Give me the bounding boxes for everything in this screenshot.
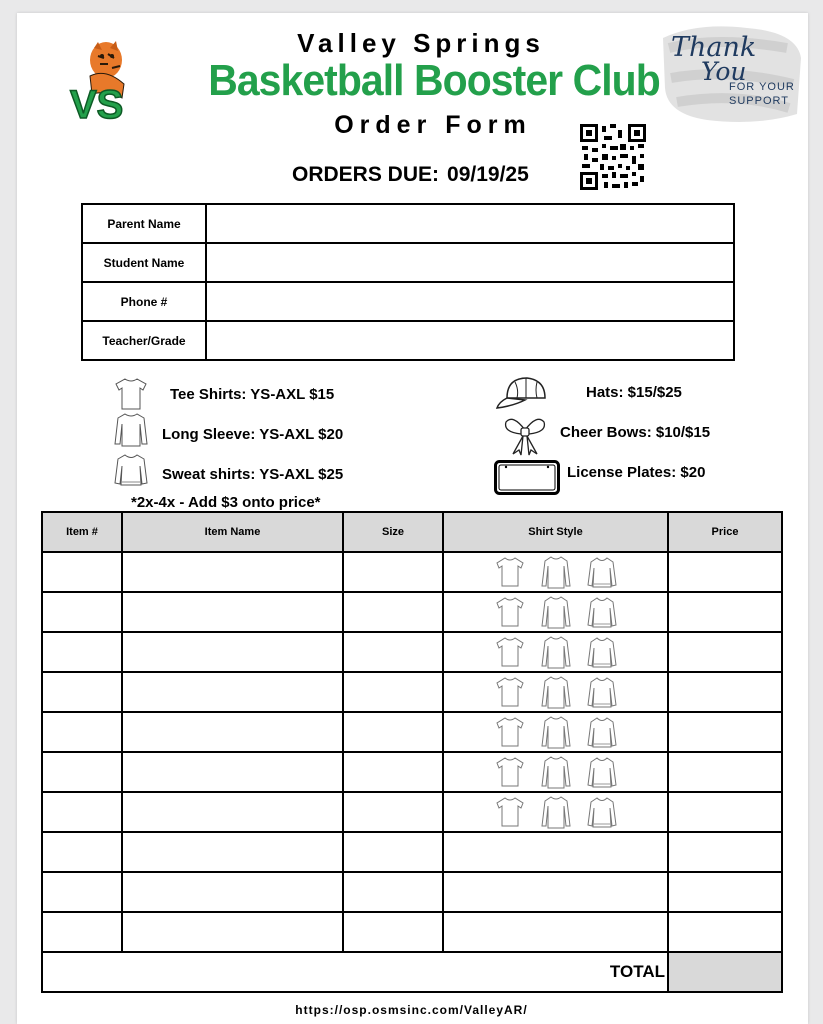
- hats-label: Hats: $15/$25: [586, 384, 682, 401]
- price-cell[interactable]: [668, 792, 782, 832]
- item-number-cell[interactable]: [42, 592, 122, 632]
- order-row: [42, 672, 782, 712]
- order-header-row: [42, 512, 782, 552]
- price-cell[interactable]: [668, 672, 782, 712]
- shirt-style-cell[interactable]: [443, 752, 668, 792]
- info-label: Student Name: [82, 243, 206, 282]
- order-url-link[interactable]: https://osp.osmsinc.com/ValleyAR/: [295, 1003, 528, 1017]
- col-price: Price: [668, 512, 782, 552]
- size-cell[interactable]: [343, 592, 443, 632]
- item-number-cell[interactable]: [42, 552, 122, 592]
- long-sleeve-icon[interactable]: [540, 795, 572, 829]
- total-label: TOTAL: [42, 952, 668, 992]
- price-cell[interactable]: [668, 552, 782, 592]
- size-cell[interactable]: [343, 712, 443, 752]
- price-cell[interactable]: [668, 752, 782, 792]
- sweatshirt-icon[interactable]: [586, 715, 618, 749]
- item-name-cell[interactable]: [122, 552, 343, 592]
- size-cell[interactable]: [343, 752, 443, 792]
- tee-shirt-icon[interactable]: [494, 555, 526, 589]
- order-row: [42, 912, 782, 952]
- tee-shirt-icon[interactable]: [494, 755, 526, 789]
- thank-word: Thank: [671, 32, 757, 63]
- size-cell[interactable]: [343, 912, 443, 952]
- bow-icon: [503, 414, 547, 456]
- sweatshirt-icon[interactable]: [586, 595, 618, 629]
- item-name-cell[interactable]: [122, 912, 343, 952]
- due-label: ORDERS DUE:: [292, 163, 440, 186]
- student-name-field[interactable]: [206, 243, 734, 282]
- item-number-cell[interactable]: [42, 672, 122, 712]
- due-date: 09/19/25: [447, 163, 529, 186]
- price-cell[interactable]: [668, 632, 782, 672]
- order-row: [42, 632, 782, 672]
- shirt-style-cell[interactable]: [443, 832, 668, 872]
- item-name-cell[interactable]: [122, 672, 343, 712]
- tee-shirt-icon[interactable]: [494, 715, 526, 749]
- price-cell[interactable]: [668, 912, 782, 952]
- qr-code-icon[interactable]: [580, 124, 646, 190]
- price-cell[interactable]: [668, 832, 782, 872]
- item-number-cell[interactable]: [42, 752, 122, 792]
- long-sleeve-icon[interactable]: [540, 675, 572, 709]
- shirt-style-cell[interactable]: [443, 912, 668, 952]
- item-name-cell[interactable]: [122, 712, 343, 752]
- teacher-grade-field[interactable]: [206, 321, 734, 360]
- sweatshirt-icon[interactable]: [586, 755, 618, 789]
- size-cell[interactable]: [343, 792, 443, 832]
- order-row: [42, 592, 782, 632]
- you-word: You: [701, 57, 747, 86]
- shirt-style-cell[interactable]: [443, 592, 668, 632]
- license-plate-icon: [494, 460, 560, 495]
- sweatshirt-icon[interactable]: [586, 555, 618, 589]
- item-name-cell[interactable]: [122, 792, 343, 832]
- license-plates-label: License Plates: $20: [567, 464, 706, 481]
- info-label: Teacher/Grade: [82, 321, 206, 360]
- col-size: Size: [343, 512, 443, 552]
- price-cell[interactable]: [668, 592, 782, 632]
- tee-shirt-icon[interactable]: [494, 635, 526, 669]
- item-name-cell[interactable]: [122, 872, 343, 912]
- item-number-cell[interactable]: [42, 632, 122, 672]
- info-row-teacher: [82, 321, 734, 360]
- order-row: [42, 832, 782, 872]
- school-name: Valley Springs: [297, 28, 545, 58]
- item-number-cell[interactable]: [42, 792, 122, 832]
- price-cell[interactable]: [668, 712, 782, 752]
- item-number-cell[interactable]: [42, 712, 122, 752]
- tee-shirt-icon[interactable]: [494, 675, 526, 709]
- order-row: [42, 712, 782, 752]
- long-sleeve-icon: [113, 412, 149, 448]
- size-cell[interactable]: [343, 632, 443, 672]
- info-row-student: [82, 243, 734, 282]
- sweatshirt-icon: [113, 452, 149, 488]
- shirt-style-cell[interactable]: [443, 552, 668, 592]
- item-name-cell[interactable]: [122, 752, 343, 792]
- long-sleeve-icon[interactable]: [540, 715, 572, 749]
- for-your-text: FOR YOUR: [729, 81, 795, 93]
- item-name-cell[interactable]: [122, 832, 343, 872]
- sweatshirt-icon[interactable]: [586, 635, 618, 669]
- total-row: [42, 952, 782, 992]
- long-sleeve-icon[interactable]: [540, 635, 572, 669]
- shirt-style-cell[interactable]: [443, 792, 668, 832]
- col-item-name: Item Name: [122, 512, 343, 552]
- shirt-style-cell[interactable]: [443, 872, 668, 912]
- sweatshirts-label: Sweat shirts: YS-AXL $25: [162, 466, 344, 483]
- tee-shirts-label: Tee Shirts: YS-AXL $15: [170, 386, 335, 403]
- cheer-bows-label: Cheer Bows: $10/$15: [560, 424, 711, 441]
- club-name: Basketball Booster Club: [208, 56, 660, 105]
- size-cell[interactable]: [343, 672, 443, 712]
- tiger-vs-logo: [68, 38, 128, 128]
- shirt-style-cell[interactable]: [443, 712, 668, 752]
- col-shirt-style: Shirt Style: [443, 512, 668, 552]
- tee-shirt-icon: [113, 376, 149, 412]
- tee-shirt-icon[interactable]: [494, 595, 526, 629]
- info-row-phone: [82, 282, 734, 321]
- order-table: [41, 511, 783, 993]
- sweatshirt-icon[interactable]: [586, 675, 618, 709]
- long-sleeve-icon[interactable]: [540, 555, 572, 589]
- info-label: Parent Name: [82, 204, 206, 243]
- phone-field[interactable]: [206, 282, 734, 321]
- info-row-parent: [82, 204, 734, 243]
- size-cell[interactable]: [343, 872, 443, 912]
- item-name-cell[interactable]: [122, 632, 343, 672]
- item-number-cell[interactable]: [42, 912, 122, 952]
- logo-letters: VS: [70, 83, 124, 127]
- shirt-style-cell[interactable]: [443, 672, 668, 712]
- total-value-field[interactable]: [668, 952, 782, 992]
- size-price-note: *2x-4x - Add $3 onto price*: [131, 494, 321, 511]
- order-row: [42, 872, 782, 912]
- parent-name-field[interactable]: [206, 204, 734, 243]
- order-row: [42, 752, 782, 792]
- info-label: Phone #: [82, 282, 206, 321]
- size-cell[interactable]: [343, 832, 443, 872]
- sweatshirt-icon[interactable]: [586, 795, 618, 829]
- col-item-number: Item #: [42, 512, 122, 552]
- item-name-cell[interactable]: [122, 592, 343, 632]
- hat-icon: [495, 374, 547, 412]
- price-cell[interactable]: [668, 872, 782, 912]
- tee-shirt-icon[interactable]: [494, 795, 526, 829]
- order-row: [42, 552, 782, 592]
- order-row: [42, 792, 782, 832]
- info-table: [81, 203, 735, 361]
- orders-due: [292, 163, 529, 187]
- support-text: SUPPORT: [729, 95, 789, 107]
- form-title: Order Form: [334, 111, 532, 139]
- size-cell[interactable]: [343, 552, 443, 592]
- item-number-cell[interactable]: [42, 832, 122, 872]
- long-sleeve-icon[interactable]: [540, 595, 572, 629]
- shirt-style-cell[interactable]: [443, 632, 668, 672]
- long-sleeve-label: Long Sleeve: YS-AXL $20: [162, 426, 344, 443]
- item-number-cell[interactable]: [42, 872, 122, 912]
- thank-you-badge: [657, 18, 803, 128]
- long-sleeve-icon[interactable]: [540, 755, 572, 789]
